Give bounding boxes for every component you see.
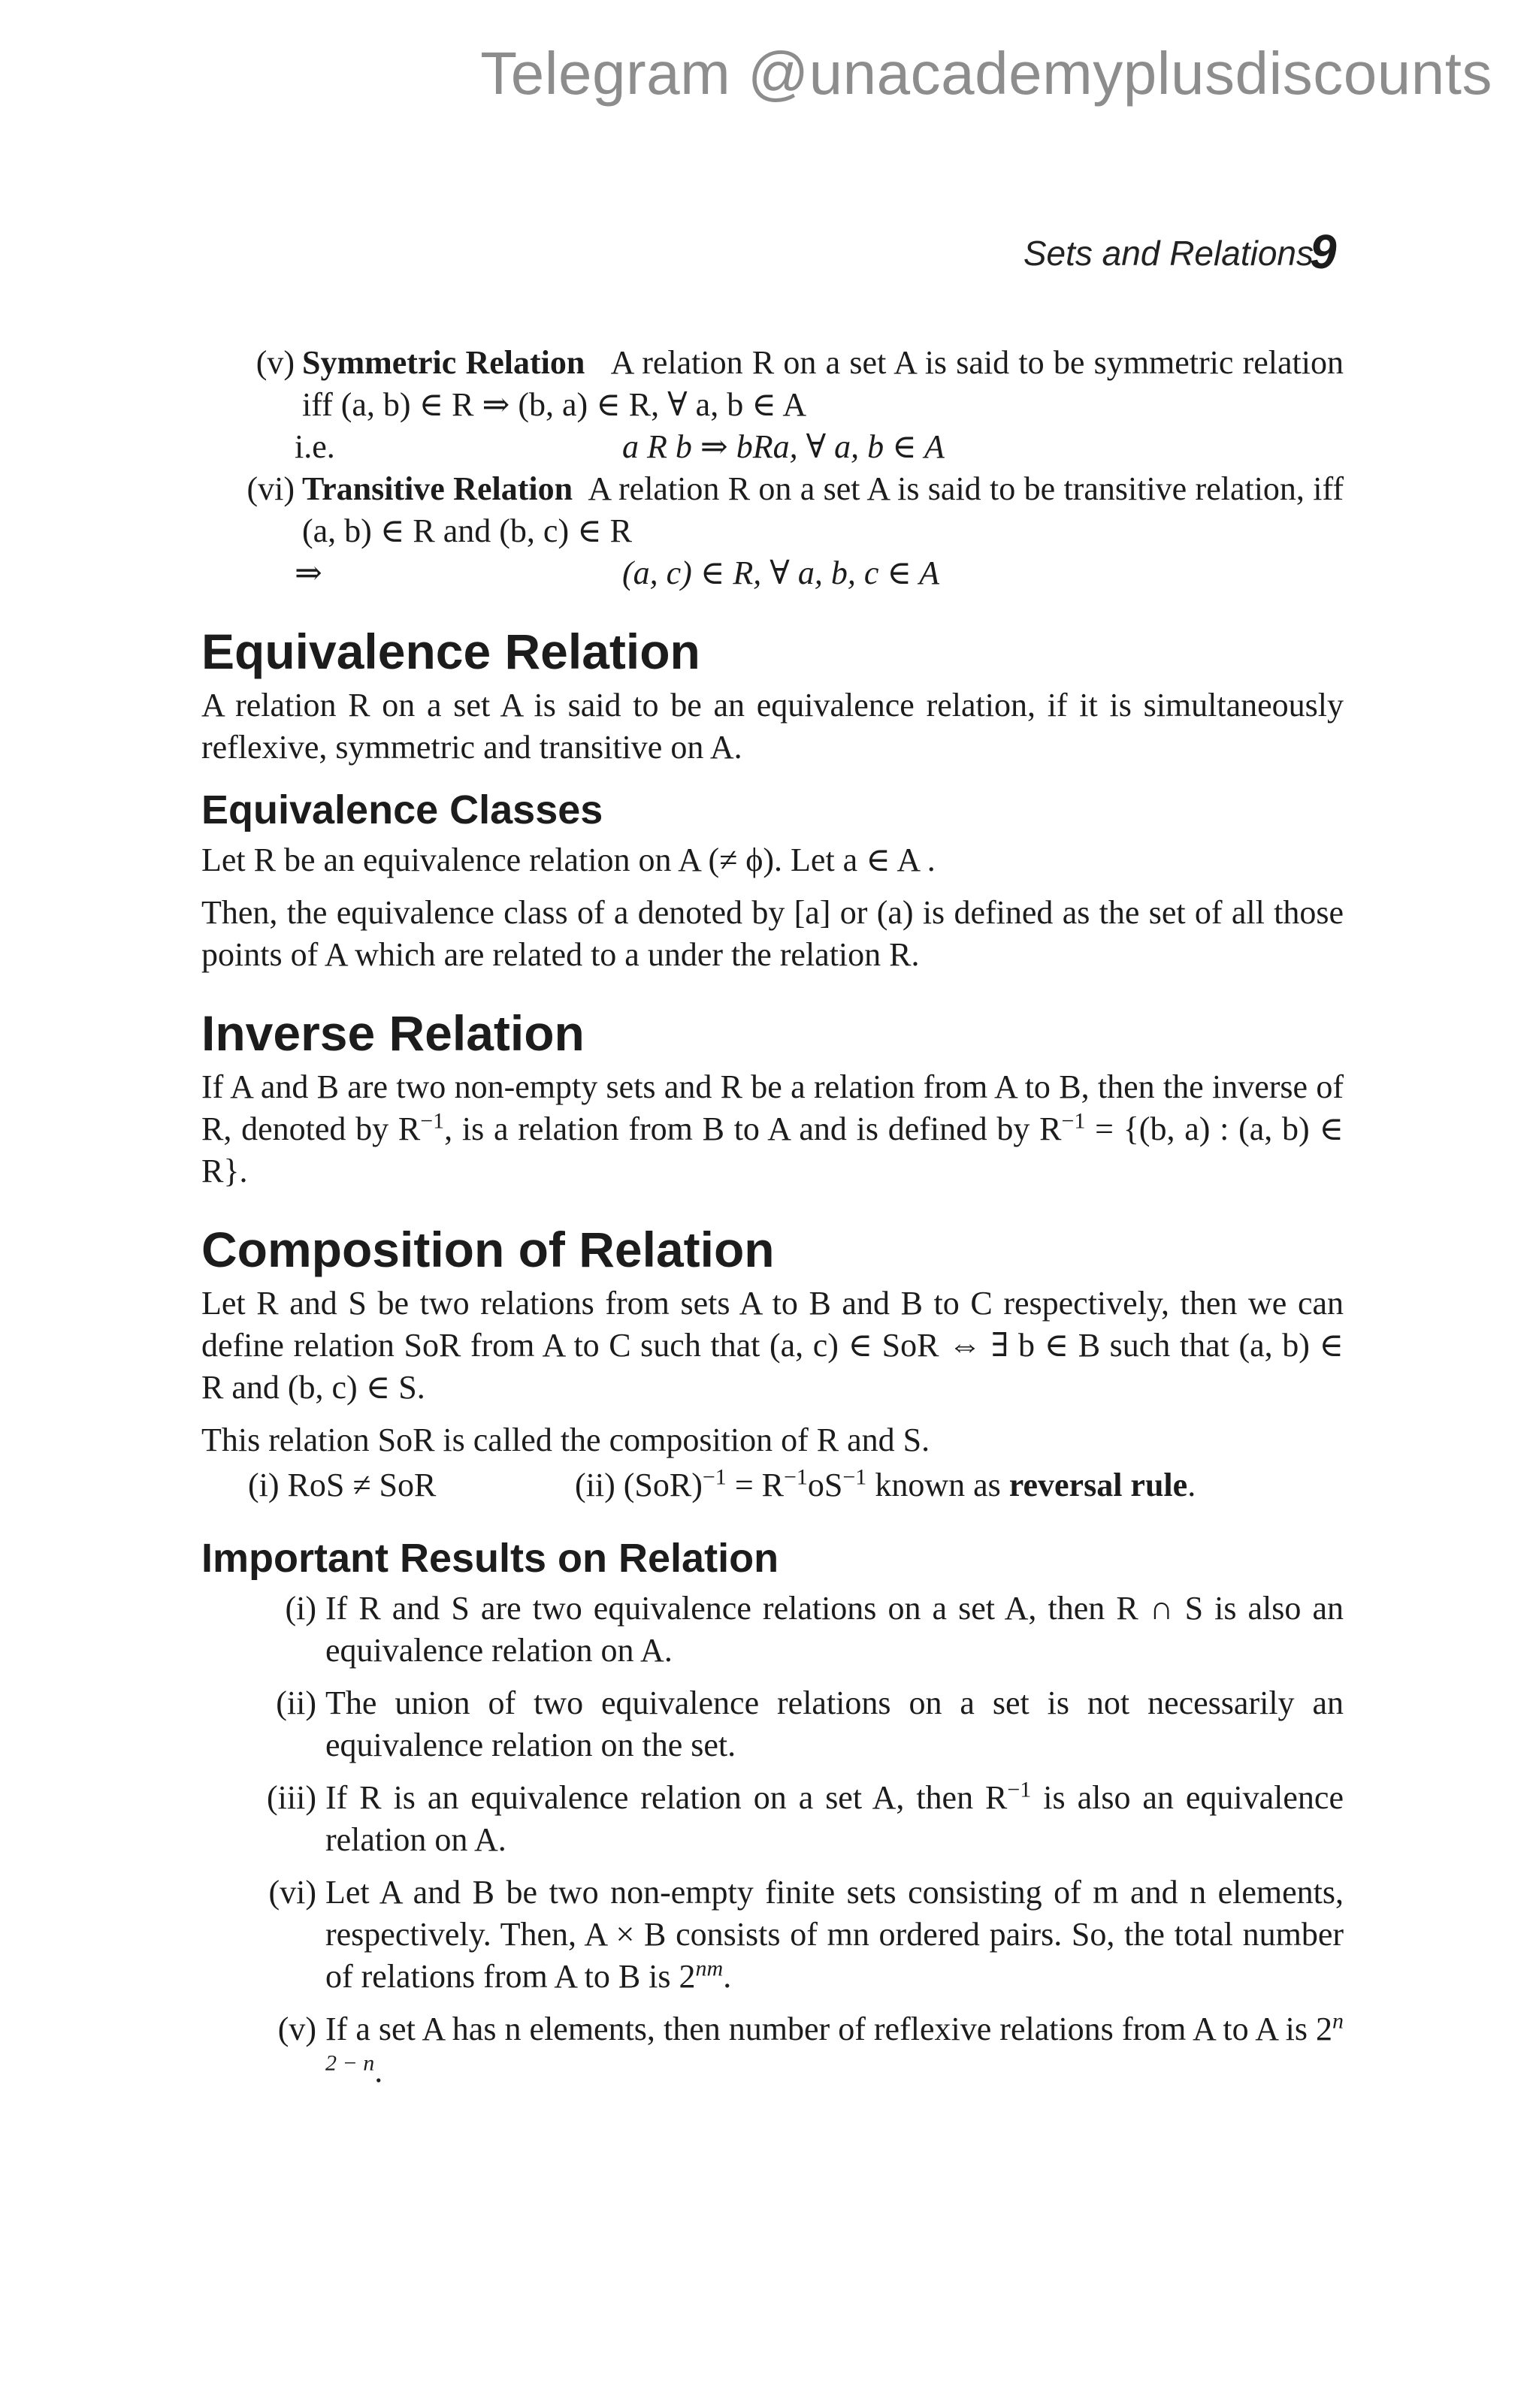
item-text-a: If a set A has n elements, then number of reflexive relations from A to A is 2 xyxy=(325,2011,1332,2047)
rule-2-end: . xyxy=(1187,1467,1196,1503)
transitive-definition: A relation R on a set A is said to be transitive relation, iff (a, b) ∈ R and (b, c) ∈ R xyxy=(302,470,1344,549)
list-item xyxy=(201,468,1344,552)
item-text-b: . xyxy=(723,1958,732,1995)
composition-rules xyxy=(201,1464,1344,1506)
symmetric-definition: A relation R on a set A is said to be symmetric relation iff (a, b) ∈ R ⇒ (b, a) ∈ R, ∀ a, b ∈ A xyxy=(302,344,1344,423)
item-text-b: is also an equivalence relation on A. xyxy=(325,1779,1344,1858)
equivalence-text: A relation R on a set A is said to be an equivalence relation, if it is simultaneously reflexive, symmetric and transitive on A. xyxy=(201,687,1344,766)
item-text-a: If R is an equivalence relation on a set A, then R xyxy=(325,1779,1008,1816)
item-body xyxy=(302,342,1344,426)
watermark: Telegram @unacademyplusdiscounts xyxy=(480,40,1492,107)
heading-equivalence-relation: Equivalence Relation xyxy=(201,624,700,679)
item-label: (v) xyxy=(277,2011,316,2047)
superscript: −1 xyxy=(1061,1108,1086,1134)
list-item xyxy=(201,1588,1344,1672)
list-item xyxy=(201,1777,1344,1861)
inverse-text xyxy=(201,1066,1344,1192)
list-item xyxy=(201,2008,1344,2092)
composition-text-2: This relation SoR is called the composition of R and S. xyxy=(201,1422,930,1458)
item-label: (vi) xyxy=(246,470,295,507)
running-title: Sets and Relations xyxy=(1023,234,1314,273)
heading-important-results: Important Results on Relation xyxy=(201,1536,779,1581)
list-item xyxy=(201,342,1344,426)
heading-equivalence-classes: Equivalence Classes xyxy=(201,787,603,832)
inverse-text-a: If A and B are two non-empty sets and R be a relation from A to B, then the inverse of R, denoted by R xyxy=(201,1068,1344,1147)
superscript: −1 xyxy=(783,1464,808,1490)
superscript: nm xyxy=(695,1956,724,1981)
term-transitive: Transitive Relation xyxy=(302,470,573,507)
item-body: If R and S are two equivalence relations on a set A, then R ∩ S is also an equivalence relation on A. xyxy=(325,1590,1344,1669)
composition-text: Let R and S be two relations from sets A to B and B to C respectively, then we can define relation SoR from A to C such that (a, c) ∈ SoR ⇔ ∃ b ∈ B such that (a, b) ∈ R and (b, c) ∈ S. xyxy=(201,1285,1344,1406)
equation: a R b ⇒ bRa, ∀ a, b ∈ A xyxy=(622,428,945,465)
equation-prefix: ⇒ xyxy=(295,554,322,591)
rule-2-c: oS xyxy=(807,1467,843,1503)
superscript: −1 xyxy=(842,1464,867,1490)
item-label: (i) xyxy=(285,1590,316,1627)
item-body xyxy=(302,468,1344,552)
term-symmetric: Symmetric Relation xyxy=(302,344,585,381)
item-body xyxy=(325,1777,1344,1861)
inverse-text-c: = {(b, a) : (a, b) ∈ R}. xyxy=(201,1110,1344,1189)
item-label: (vi) xyxy=(268,1874,316,1911)
item-label: (iii) xyxy=(267,1779,316,1816)
equation-prefix: i.e. xyxy=(295,428,335,465)
results-list xyxy=(201,1588,1344,2092)
page-content xyxy=(201,342,1344,2103)
equation-row xyxy=(201,426,1344,468)
item-body xyxy=(325,2008,1344,2092)
equation: (a, c) ∈ R, ∀ a, b, c ∈ A xyxy=(622,554,940,591)
relation-types-list xyxy=(201,342,1344,594)
inverse-text-b: , is a relation from B to A and is defined by R xyxy=(444,1110,1062,1147)
item-label: (ii) xyxy=(276,1684,316,1721)
item-label: (v) xyxy=(255,344,295,381)
classes-line-2: Then, the equivalence class of a denoted by [a] or (a) is defined as the set of all those points of A which are related to a under the relation R. xyxy=(201,894,1344,973)
rule-1: (i) RoS ≠ SoR xyxy=(248,1467,437,1503)
list-item xyxy=(201,1682,1344,1766)
superscript: n 2 − n xyxy=(325,2008,1344,2076)
page-number: 9 xyxy=(1310,225,1337,279)
rule-2-d: known as xyxy=(866,1467,1009,1503)
classes-line-1: Let R be an equivalence relation on A (≠ ϕ). Let a ∈ A . xyxy=(201,841,936,878)
rule-2-b: = R xyxy=(726,1467,784,1503)
item-body xyxy=(325,1872,1344,1998)
equation-row xyxy=(201,552,1344,594)
superscript: −1 xyxy=(1007,1777,1032,1802)
list-item xyxy=(201,1872,1344,1998)
reversal-rule-term: reversal rule xyxy=(1008,1467,1188,1503)
superscript: −1 xyxy=(702,1464,727,1490)
heading-inverse-relation: Inverse Relation xyxy=(201,1005,585,1061)
item-body: The union of two equivalence relations on a set is not necessarily an equivalence relation on the set. xyxy=(325,1684,1344,1763)
item-text-b: . xyxy=(374,2053,383,2089)
superscript: −1 xyxy=(420,1108,445,1134)
rule-2 xyxy=(575,1464,1196,1506)
item-text-a: Let A and B be two non-empty finite sets consisting of m and n elements, respectively. Then, A × B consists of mn ordered pairs. So, the total number of relations from A to B is 2 xyxy=(325,1874,1344,1995)
rule-2-a: (ii) (SoR) xyxy=(575,1467,703,1503)
heading-composition: Composition of Relation xyxy=(201,1222,775,1277)
